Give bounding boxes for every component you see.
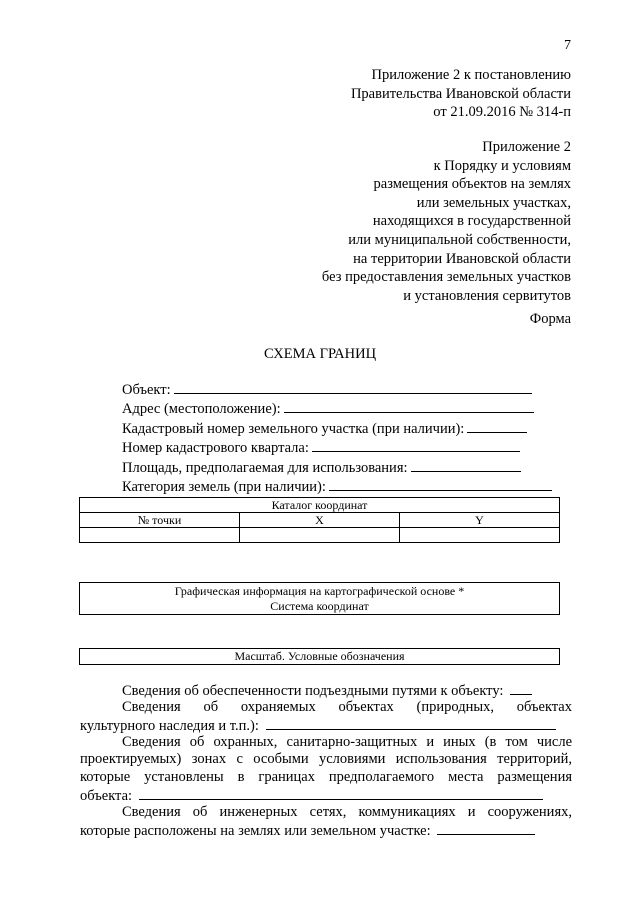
field-row-address bbox=[122, 399, 552, 418]
field-input-line[interactable] bbox=[329, 477, 552, 491]
document-title: СХЕМА ГРАНИЦ bbox=[263, 346, 377, 362]
graphic-info-box bbox=[79, 582, 560, 615]
catalog-title: Каталог координат bbox=[80, 498, 560, 513]
field-row-cadastral-number bbox=[122, 419, 552, 438]
page-number: 7 bbox=[564, 38, 571, 53]
field-row-cadastral-quarter bbox=[122, 438, 552, 457]
appendix-line: Приложение 2 bbox=[482, 139, 571, 155]
field-label: Площадь, предполагаемая для использования: bbox=[122, 459, 408, 476]
field-label: Категория земель (при наличии): bbox=[122, 479, 326, 496]
appendix-line: на территории Ивановской области bbox=[353, 250, 571, 267]
field-label: Адрес (местоположение): bbox=[122, 401, 281, 418]
paragraph-text: Сведения об обеспеченности подъездными путями к объекту: bbox=[122, 683, 504, 699]
paragraph-text: Сведения об охранных, санитарно-защитных и иных (в том числе bbox=[122, 734, 572, 750]
paragraph-text: проектируемых) зонах с особыми условиями использования территорий, bbox=[80, 751, 572, 768]
field-row-area bbox=[122, 458, 552, 477]
field-input-line[interactable] bbox=[284, 399, 534, 413]
coordinates-catalog-table bbox=[79, 497, 560, 543]
header-line: Приложение 2 к постановлению bbox=[371, 67, 571, 83]
field-input-line[interactable] bbox=[266, 716, 556, 730]
header-point-number: № точки bbox=[80, 513, 240, 528]
table-cell[interactable] bbox=[400, 528, 560, 543]
paragraph-engineering-networks bbox=[80, 804, 572, 841]
appendix-line: или муниципальной собственности, bbox=[348, 231, 571, 248]
paragraph-protection-zones bbox=[80, 734, 572, 806]
paragraph-text: объекта: bbox=[80, 788, 133, 805]
coordinate-system-line: Система координат bbox=[270, 598, 369, 613]
field-input-line[interactable] bbox=[467, 419, 527, 433]
paragraph-text: культурного наследия и т.п.): bbox=[80, 718, 259, 735]
appendix-header bbox=[322, 138, 571, 305]
header-line: от 21.09.2016 № 314-п bbox=[433, 104, 571, 120]
appendix-line: или земельных участках, bbox=[416, 194, 571, 211]
table-cell[interactable] bbox=[80, 528, 240, 543]
header-y: Y bbox=[400, 513, 560, 528]
field-input-line[interactable] bbox=[510, 681, 532, 695]
field-input-line[interactable] bbox=[139, 786, 543, 800]
table-cell[interactable] bbox=[240, 528, 400, 543]
paragraph-text: которые расположены на землях или земельном участке: bbox=[80, 823, 431, 840]
paragraph-roads bbox=[80, 681, 572, 700]
resolution-header bbox=[351, 66, 571, 122]
appendix-line: находящихся в государственной bbox=[372, 213, 571, 230]
form-label: Форма bbox=[529, 311, 571, 327]
field-label: Объект: bbox=[122, 382, 171, 398]
field-input-line[interactable] bbox=[312, 438, 520, 452]
field-input-line[interactable] bbox=[174, 380, 532, 394]
field-label: Кадастровый номер земельного участка (при наличии): bbox=[122, 420, 465, 437]
header-x: X bbox=[240, 513, 400, 528]
paragraph-protected-objects bbox=[80, 699, 572, 736]
field-row-object bbox=[122, 380, 552, 399]
field-label: Номер кадастрового квартала: bbox=[122, 440, 309, 457]
appendix-line: к Порядку и условиям bbox=[433, 157, 571, 174]
field-input-line[interactable] bbox=[411, 458, 521, 472]
paragraph-text: которые установлены в границах предполагаемого места размещения bbox=[80, 768, 572, 785]
field-input-line[interactable] bbox=[437, 821, 535, 835]
field-row-land-category bbox=[122, 477, 552, 496]
header-line: Правительства Ивановской области bbox=[350, 85, 571, 102]
appendix-line: и установления сервитутов bbox=[403, 287, 571, 304]
appendix-line: без предоставления земельных участков bbox=[321, 269, 571, 286]
graphic-info-line: Графическая информация на картографической основе * bbox=[174, 584, 465, 598]
scale-legend-box: Масштаб. Условные обозначения bbox=[79, 648, 560, 665]
paragraph-text: Сведения об охраняемых объектах (природных, объектах bbox=[122, 699, 572, 715]
paragraph-text: Сведения об инженерных сетях, коммуникациях и сооружениях, bbox=[122, 804, 572, 820]
object-fields bbox=[122, 380, 552, 496]
appendix-line: размещения объектов на землях bbox=[373, 176, 571, 193]
